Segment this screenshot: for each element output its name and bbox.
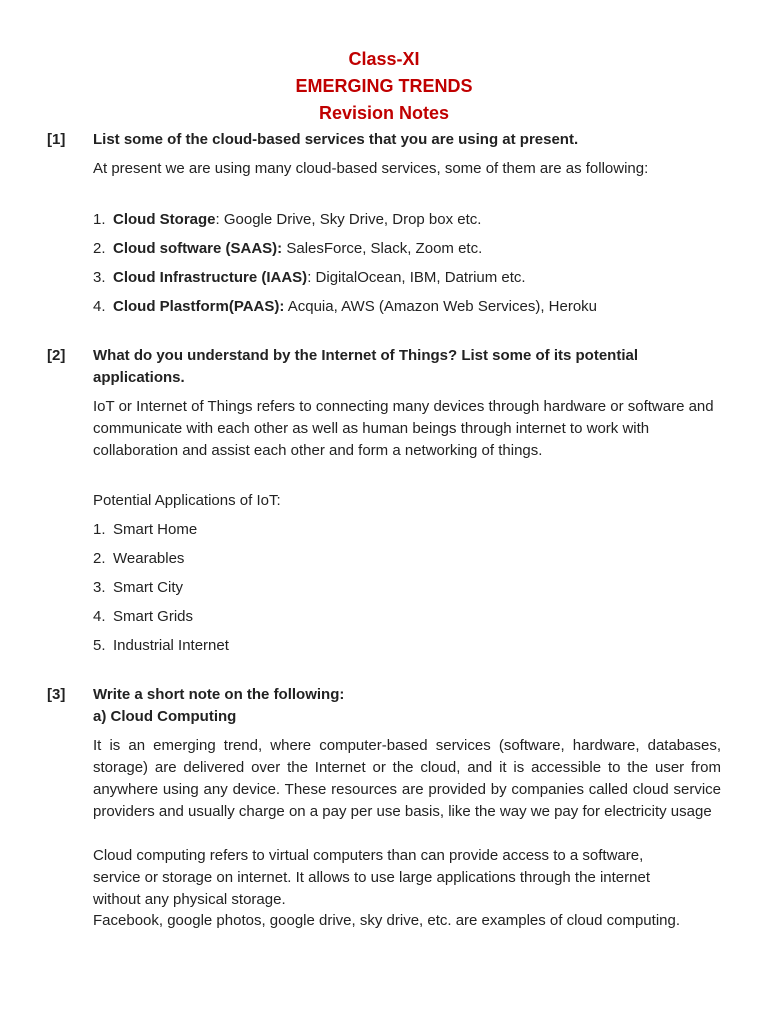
q2-question: What do you understand by the Internet of Things? List some of its potential applications. [93, 347, 639, 386]
q1-intro: At present we are using many cloud-based services, some of them are as following: [93, 160, 649, 177]
q3-paragraph-3: Facebook, google photos, google drive, sky drive, etc. are examples of cloud computing. [93, 912, 680, 929]
q3-number: [3] [47, 686, 66, 703]
doc-type-title: Revision Notes [318, 103, 450, 123]
q2-number: [2] [47, 347, 66, 364]
list-item: 1. Cloud Storage: Google Drive, Sky Drive, Drop box etc. [93, 211, 482, 228]
q1-question: List some of the cloud-based services that you are using at present. [93, 131, 579, 148]
list-item: 3. Cloud Infrastructure (IAAS): DigitalOcean, IBM, Datrium etc. [93, 269, 526, 286]
list-item: 2. Cloud software (SAAS): SalesForce, Slack, Zoom etc. [93, 240, 483, 257]
q3-paragraph-2: Cloud computing refers to virtual computers than can provide access to a software, service or storage on internet. It allows to use large applications through the internet without any physical storage. [93, 847, 650, 908]
q3-subheading: a) Cloud Computing [93, 708, 237, 725]
title-block [0, 46, 768, 127]
q2-answer: IoT or Internet of Things refers to connecting many devices through hardware or software and communicate with each other as well as human beings through internet to work with collaboration and assist each other and form a networking of things. [93, 398, 714, 459]
list-item: 3. Smart City [93, 579, 184, 596]
q1-number: [1] [47, 131, 66, 148]
subject-title: EMERGING TRENDS [295, 76, 473, 96]
class-title: Class-XI [348, 49, 420, 69]
list-item: 5. Industrial Internet [93, 637, 229, 654]
list-item: 4. Smart Grids [93, 608, 194, 625]
q3-paragraph-1: It is an emerging trend, where computer-based services (software, hardware, databases, storage) are delivered over the Internet or the cloud, and it is accessible to the user from anywhere using any device. These resources are provided by companies called cloud service providers and usually charge on a pay per use basis, like the way we pay for electricity usage [93, 737, 721, 820]
q3-question: Write a short note on the following: [93, 686, 345, 703]
list-item: 4. Cloud Plastform(PAAS): Acquia, AWS (Amazon Web Services), Heroku [93, 298, 598, 315]
q2-apps-intro: Potential Applications of IoT: [93, 492, 281, 509]
list-item: 1. Smart Home [93, 521, 198, 538]
list-item: 2. Wearables [93, 550, 185, 567]
